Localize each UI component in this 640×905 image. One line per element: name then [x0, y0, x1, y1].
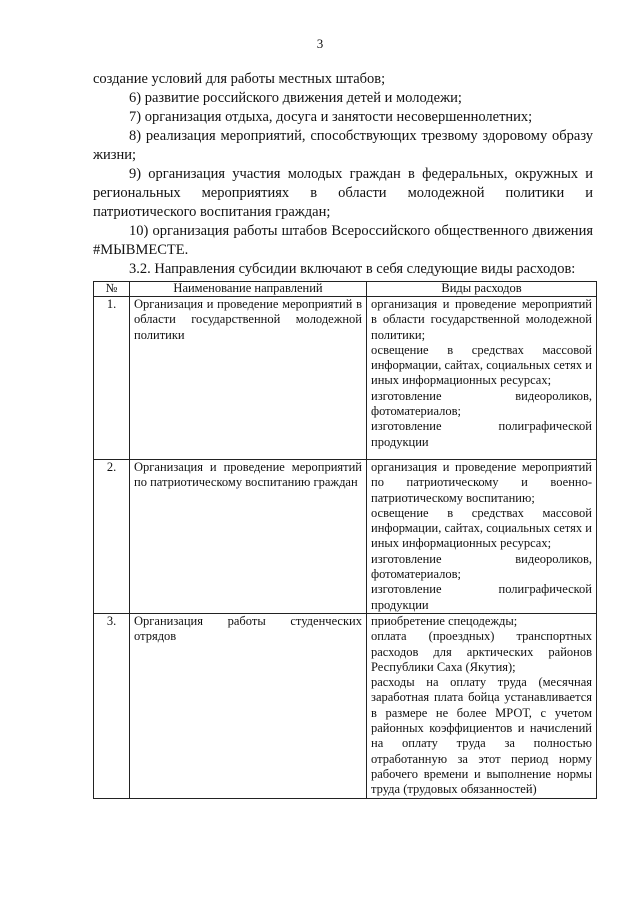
header-expenses: Виды расходов: [367, 282, 597, 297]
expense-item: изготовление видеороликов, фотоматериалов;: [371, 551, 592, 582]
paragraph-item-10: 10) организация работы штабов Всероссийского общественного движения #МЫВМЕСТЕ.: [93, 223, 593, 258]
paragraph-local-headquarters: создание условий для работы местных штабов;: [93, 71, 386, 87]
paragraph-section-3-2: 3.2. Направления субсидии включают в себя следующие виды расходов:: [129, 261, 576, 277]
row-number: 2.: [94, 460, 130, 614]
header-number: №: [94, 282, 130, 297]
row-number: 1.: [94, 297, 130, 460]
subsidy-expenses-table: [93, 281, 597, 799]
expense-item: оплата (проездных) транспортных расходов для арктических районов Республики Саха (Якутия);: [371, 629, 592, 674]
table-row: [94, 297, 597, 460]
row-expenses: [367, 460, 597, 614]
paragraph-item-9: 9) организация участия молодых граждан в федеральных, окружных и региональных мероприятиях в области молодежной политики и патриотического воспитания граждан;: [93, 166, 593, 220]
row-number: 3.: [94, 613, 130, 798]
table-row: [94, 460, 597, 614]
paragraph-item-8: 8) реализация мероприятий, способствующих трезвому здоровому образу жизни;: [93, 128, 593, 163]
expense-item: организация и проведение мероприятий по патриотическому и военно-патриотическому воспитанию;: [371, 460, 592, 505]
row-direction: Организация и проведение мероприятий в области государственной молодежной политики: [130, 297, 367, 460]
expense-item: приобретение спецодежды;: [371, 613, 518, 628]
table-header-row: [94, 282, 597, 297]
paragraph-item-7: 7) организация отдыха, досуга и занятости несовершеннолетних;: [129, 109, 533, 125]
page-number: 3: [316, 36, 324, 51]
expense-item: изготовление полиграфической продукции: [371, 419, 592, 449]
row-direction: Организация работы студенческих отрядов: [130, 613, 367, 798]
expense-item: освещение в средствах массовой информации, сайтах, социальных сетях и иных информационных ресурсах;: [371, 505, 592, 551]
expense-item: освещение в средствах массовой информации, сайтах, социальных сетях и иных информационных ресурсах;: [371, 342, 592, 388]
table-row: [94, 613, 597, 798]
row-expenses: [367, 613, 597, 798]
expense-item: расходы на оплату труда (месячная заработная плата бойца устанавливается в размере не более МРОТ, с учетом районных коэффициентов и начислений на оплату труда за полностью отработанную за этот период норму рабочего времени и выполнение нормы труда (трудовых обязанностей): [371, 675, 592, 797]
row-expenses: [367, 297, 597, 460]
expense-item: изготовление полиграфической продукции: [371, 582, 592, 612]
header-direction: Наименование направлений: [130, 282, 367, 297]
expense-item: организация и проведение мероприятий в области государственной молодежной политики;: [371, 297, 592, 342]
paragraph-item-6: 6) развитие российского движения детей и молодежи;: [129, 90, 462, 106]
expense-item: изготовление видеороликов, фотоматериалов;: [371, 388, 592, 419]
document-body: [93, 70, 593, 279]
row-direction: Организация и проведение мероприятий по патриотическому воспитанию граждан: [130, 460, 367, 614]
